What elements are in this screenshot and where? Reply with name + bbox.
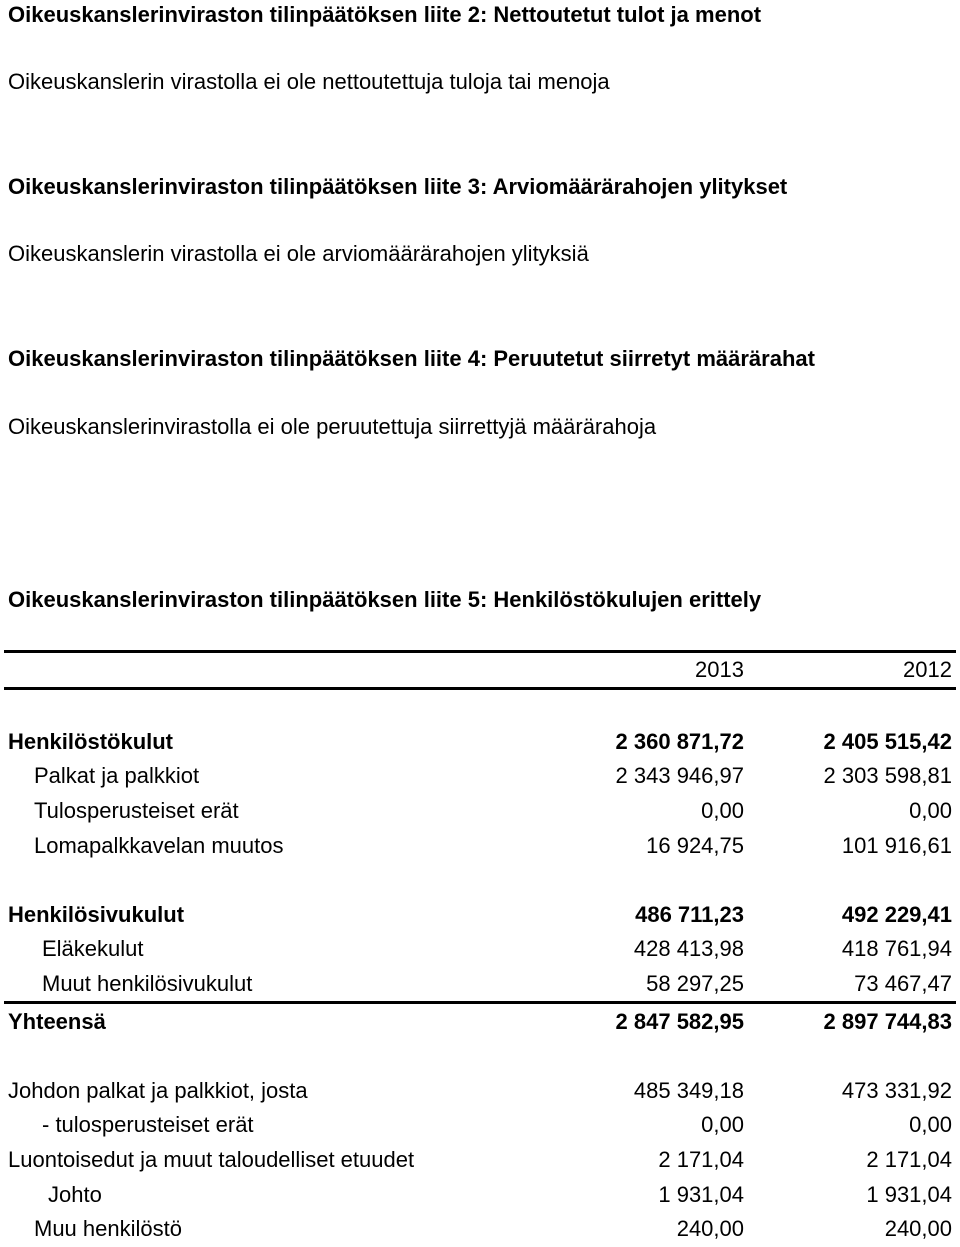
row-label: Johto <box>48 1181 102 1207</box>
spacer-row <box>4 863 956 898</box>
table-row <box>4 967 956 1003</box>
row-label: Henkilöstökulut <box>8 728 174 754</box>
header-year-2012: 2012 <box>752 652 956 689</box>
table-row <box>4 1074 956 1109</box>
value-2013: 0,00 <box>701 1112 744 1138</box>
section-title-liite-4: Oikeuskanslerinviraston tilinpäätöksen liite 4: Peruutetut siirretyt määrärahat <box>8 346 815 371</box>
value-2012: 240,00 <box>884 1216 952 1242</box>
row-label: Johdon palkat ja palkkiot, josta <box>8 1077 308 1103</box>
spacer-row <box>4 689 956 725</box>
row-label: - tulosperusteiset erät <box>42 1112 254 1138</box>
section-title-liite-2: Oikeuskanslerinviraston tilinpäätöksen liite 2: Nettoutetut tulot ja menot <box>8 2 762 27</box>
value-2013: 2 343 946,97 <box>615 763 744 789</box>
value-2013: 485 349,18 <box>633 1077 744 1103</box>
value-2013: 240,00 <box>676 1216 744 1242</box>
section-title-liite-5: Oikeuskanslerinviraston tilinpäätöksen liite 5: Henkilöstökulujen erittely <box>8 587 762 612</box>
table-row <box>4 1212 956 1247</box>
value-2012: 101 916,61 <box>841 832 952 858</box>
row-label: Muu henkilöstö <box>34 1216 182 1242</box>
value-2012: 2 897 744,83 <box>752 1003 956 1039</box>
section-text-liite-3: Oikeuskanslerin virastolla ei ole arviomäärärahojen ylityksiä <box>8 241 589 266</box>
table-row <box>4 1177 956 1212</box>
row-label: Eläkekulut <box>42 936 144 962</box>
value-2013: 2 171,04 <box>658 1147 744 1173</box>
value-2013: 0,00 <box>701 798 744 824</box>
section-text-liite-2: Oikeuskanslerin virastolla ei ole nettoutettuja tuloja tai menoja <box>8 69 610 94</box>
value-2013: 2 360 871,72 <box>615 728 744 754</box>
row-label: Yhteensä <box>4 1003 574 1039</box>
value-2012: 0,00 <box>909 798 952 824</box>
value-2012: 1 931,04 <box>866 1181 952 1207</box>
header-label-cell <box>4 652 574 689</box>
value-2013: 16 924,75 <box>646 832 744 858</box>
table-row <box>4 828 956 863</box>
value-2012: 73 467,47 <box>854 971 952 997</box>
value-2013: 2 847 582,95 <box>574 1003 752 1039</box>
value-2012: 0,00 <box>909 1112 952 1138</box>
row-label: Tulosperusteiset erät <box>34 798 239 824</box>
value-2012: 2 405 515,42 <box>823 728 952 754</box>
row-label: Luontoisedut ja muut taloudelliset etuudet <box>8 1147 415 1173</box>
value-2012: 2 303 598,81 <box>823 763 952 789</box>
value-2012: 473 331,92 <box>841 1077 952 1103</box>
total-row <box>4 1003 956 1039</box>
table-row <box>4 794 956 829</box>
table-row <box>4 932 956 967</box>
table-row <box>4 1108 956 1143</box>
header-year-2013: 2013 <box>574 652 752 689</box>
spacer-row <box>4 1039 956 1074</box>
table-row <box>4 759 956 794</box>
personnel-costs-table <box>4 650 956 1247</box>
value-2013: 428 413,98 <box>633 936 744 962</box>
value-2012: 492 229,41 <box>841 901 952 927</box>
value-2013: 486 711,23 <box>635 901 744 927</box>
row-label: Muut henkilösivukulut <box>42 971 253 997</box>
row-label: Palkat ja palkkiot <box>34 763 200 789</box>
table-row <box>4 1143 956 1178</box>
row-label: Henkilösivukulut <box>8 901 185 927</box>
value-2013: 1 931,04 <box>658 1181 744 1207</box>
table-header-row <box>4 652 956 689</box>
value-2012: 418 761,94 <box>841 936 952 962</box>
value-2013: 58 297,25 <box>646 971 744 997</box>
value-2012: 2 171,04 <box>866 1147 952 1173</box>
section-text-liite-4: Oikeuskanslerinvirastolla ei ole peruutettuja siirrettyjä määrärahoja <box>8 414 657 439</box>
table-row <box>4 725 956 760</box>
section-title-liite-3: Oikeuskanslerinviraston tilinpäätöksen liite 3: Arviomäärärahojen ylitykset <box>8 174 788 199</box>
table-row <box>4 898 956 933</box>
row-label: Lomapalkkavelan muutos <box>34 832 284 858</box>
